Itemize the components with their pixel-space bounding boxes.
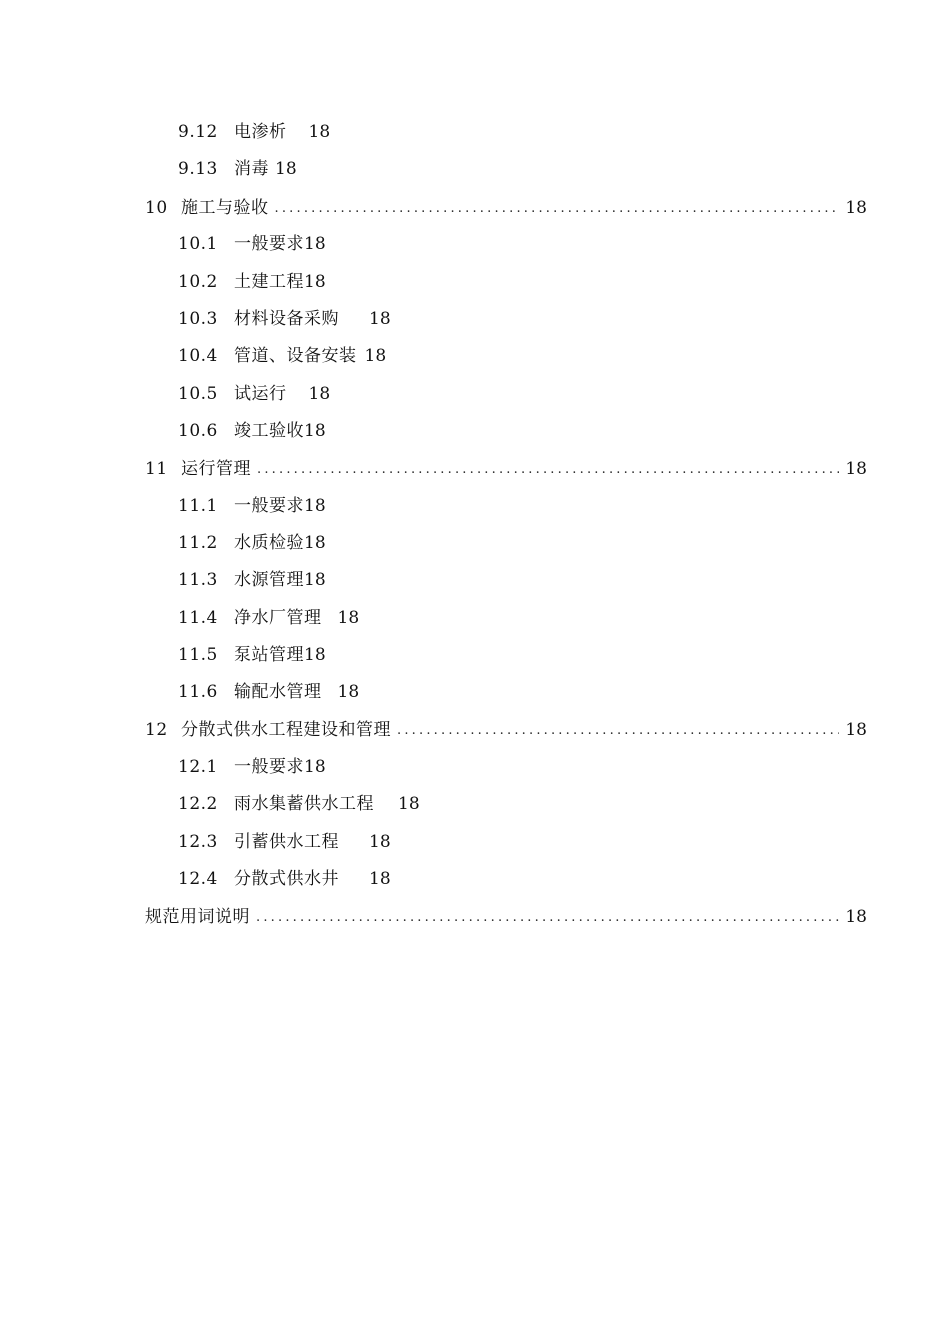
section-number: 10.6 bbox=[178, 421, 218, 441]
section-number: 12.4 bbox=[178, 869, 218, 889]
section-number: 11.6 bbox=[178, 682, 218, 702]
page-number: 18 bbox=[398, 794, 420, 814]
page-number: 18 bbox=[308, 122, 331, 142]
section-title: 一般要求 bbox=[234, 757, 304, 777]
toc-entry-11-5[interactable] bbox=[178, 643, 326, 667]
section-number: 12.2 bbox=[178, 794, 218, 814]
section-title: 土建工程 bbox=[234, 272, 304, 292]
section-title: 输配水管理 bbox=[234, 682, 322, 702]
section-number: 11.3 bbox=[178, 570, 218, 590]
section-title: 竣工验收 bbox=[234, 421, 304, 441]
toc-entry-12-4[interactable] bbox=[178, 867, 391, 891]
section-number: 11.1 bbox=[178, 496, 218, 516]
page-number: 18 bbox=[845, 459, 867, 479]
chapter-title: 施工与验收 bbox=[181, 198, 269, 218]
toc-entry-11-3[interactable] bbox=[178, 568, 326, 592]
section-number: 10.4 bbox=[178, 346, 218, 366]
toc-entry-10-3[interactable] bbox=[178, 307, 391, 331]
toc-entry-10-4[interactable] bbox=[178, 344, 386, 368]
section-number: 12.3 bbox=[178, 832, 218, 852]
toc-chapter-10[interactable] bbox=[145, 196, 867, 220]
section-number: 11.2 bbox=[178, 533, 218, 553]
page-number: 18 bbox=[304, 421, 326, 441]
page-number: 18 bbox=[369, 869, 391, 889]
toc-entry-10-6[interactable] bbox=[178, 419, 326, 443]
toc-entry-10-2[interactable] bbox=[178, 270, 326, 294]
chapter-number: 11 bbox=[145, 459, 168, 479]
dot-leader bbox=[256, 905, 839, 929]
page-number: 18 bbox=[845, 198, 867, 218]
page-number: 18 bbox=[304, 645, 326, 665]
section-title: 一般要求 bbox=[234, 234, 304, 254]
page-number: 18 bbox=[845, 720, 867, 740]
section-title: 泵站管理 bbox=[234, 645, 304, 665]
page-number: 18 bbox=[304, 496, 326, 516]
page-number: 18 bbox=[337, 682, 360, 702]
toc-entry-12-2[interactable] bbox=[178, 792, 420, 816]
section-number: 12.1 bbox=[178, 757, 218, 777]
section-number: 9.12 bbox=[178, 122, 218, 142]
section-title: 消毒 bbox=[234, 159, 269, 179]
chapter-title: 分散式供水工程建设和管理 bbox=[181, 720, 391, 740]
section-number: 10.1 bbox=[178, 234, 218, 254]
page-number: 18 bbox=[369, 832, 391, 852]
chapter-title: 运行管理 bbox=[181, 459, 251, 479]
toc-chapter-12[interactable] bbox=[145, 718, 867, 742]
toc-entry-9-13[interactable] bbox=[178, 157, 297, 181]
section-title: 水质检验 bbox=[234, 533, 304, 553]
section-number: 10.3 bbox=[178, 309, 218, 329]
page-number: 18 bbox=[304, 570, 326, 590]
page-number: 18 bbox=[275, 159, 297, 179]
toc-entry-10-5[interactable] bbox=[178, 382, 330, 406]
section-title: 引蓄供水工程 bbox=[234, 832, 339, 852]
section-title: 材料设备采购 bbox=[234, 309, 339, 329]
section-title: 净水厂管理 bbox=[234, 608, 322, 628]
section-title: 雨水集蓄供水工程 bbox=[234, 794, 374, 814]
toc-chapter-11[interactable] bbox=[145, 457, 867, 481]
page-number: 18 bbox=[308, 384, 331, 404]
section-number: 11.5 bbox=[178, 645, 218, 665]
section-title: 管道、设备安装 bbox=[234, 346, 357, 366]
section-number: 11.4 bbox=[178, 608, 218, 628]
section-number: 9.13 bbox=[178, 159, 218, 179]
section-title: 分散式供水井 bbox=[234, 869, 339, 889]
toc-entry-12-3[interactable] bbox=[178, 830, 391, 854]
appendix-title: 规范用词说明 bbox=[145, 907, 250, 927]
section-title: 电渗析 bbox=[234, 122, 287, 142]
dot-leader bbox=[257, 457, 839, 481]
section-title: 一般要求 bbox=[234, 496, 304, 516]
page-number: 18 bbox=[304, 757, 326, 777]
dot-leader bbox=[397, 718, 839, 742]
page-number: 18 bbox=[304, 272, 326, 292]
chapter-number: 12 bbox=[145, 720, 168, 740]
toc-entry-11-2[interactable] bbox=[178, 531, 326, 555]
toc-entry-11-4[interactable] bbox=[178, 606, 359, 630]
toc-entry-9-12[interactable] bbox=[178, 120, 330, 144]
dot-leader bbox=[275, 196, 840, 220]
toc-appendix-terms[interactable] bbox=[145, 905, 867, 929]
page-number: 18 bbox=[369, 309, 391, 329]
section-number: 10.2 bbox=[178, 272, 218, 292]
toc-entry-11-1[interactable] bbox=[178, 494, 326, 518]
page-number: 18 bbox=[337, 608, 360, 628]
page-number: 18 bbox=[304, 234, 326, 254]
toc-entry-10-1[interactable] bbox=[178, 232, 326, 256]
section-title: 试运行 bbox=[234, 384, 287, 404]
toc-entry-12-1[interactable] bbox=[178, 755, 326, 779]
section-number: 10.5 bbox=[178, 384, 218, 404]
section-title: 水源管理 bbox=[234, 570, 304, 590]
page-number: 18 bbox=[845, 907, 867, 927]
page-number: 18 bbox=[304, 533, 326, 553]
page-number: 18 bbox=[364, 346, 387, 366]
toc-entry-11-6[interactable] bbox=[178, 680, 359, 704]
chapter-number: 10 bbox=[145, 198, 168, 218]
